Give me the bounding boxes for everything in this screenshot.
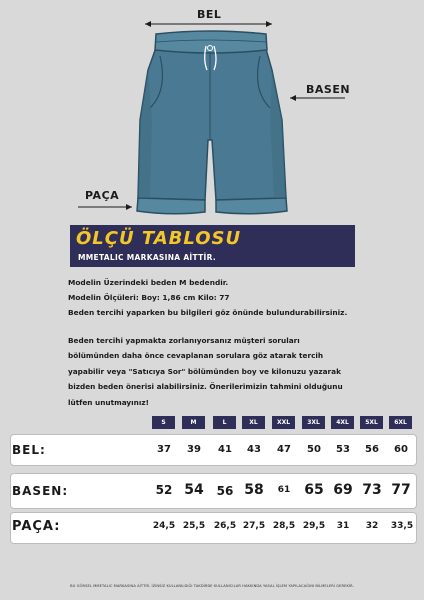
cell-value: 53	[336, 444, 350, 455]
model-advice-line: Beden tercihi yaparken bu bilgileri göz önünde bulundurabilirsiniz.	[68, 308, 348, 317]
cell-value: 73	[362, 482, 382, 498]
basen-label: BASEN	[306, 83, 351, 96]
cell-value: 58	[244, 482, 264, 498]
size-advice-paragraph	[68, 333, 368, 410]
cell-value: 50	[307, 444, 321, 455]
shorts-drawing	[0, 0, 424, 222]
size-header: L	[213, 416, 236, 429]
cell-value: 41	[218, 444, 232, 455]
cell-value: 61	[277, 485, 291, 495]
cell-value: 37	[157, 444, 171, 455]
row-label-paca: PAÇA:	[12, 519, 61, 534]
cell-value: 43	[247, 444, 261, 455]
size-header: 3XL	[302, 416, 325, 429]
paca-label: PAÇA	[85, 189, 120, 202]
model-info	[68, 275, 368, 320]
cell-value: 60	[394, 444, 408, 455]
cell-value: 69	[333, 482, 353, 498]
banner-title: ÖLÇÜ TABLOSU	[76, 228, 242, 249]
paragraph-line: yapabilir veya "Satıcıya Sor" bölümünden boy ve kilonuzu yazarak	[68, 366, 341, 376]
cell-value: 29,5	[302, 521, 326, 531]
size-header: 4XL	[331, 416, 354, 429]
size-header: XXL	[272, 416, 295, 429]
model-size-line: Modelin Üzerindeki beden M bedendir.	[68, 278, 229, 287]
size-header: XL	[242, 416, 265, 429]
cell-value: 25,5	[182, 521, 206, 531]
cell-value: 31	[336, 521, 350, 531]
cell-value: 65	[304, 482, 324, 498]
row-label-bel: BEL:	[12, 443, 46, 457]
cell-value: 47	[277, 444, 291, 455]
shorts-illustration	[0, 0, 424, 222]
cell-value: 24,5	[152, 521, 176, 531]
cell-value: 39	[187, 444, 201, 455]
cell-value: 26,5	[213, 521, 237, 531]
cell-value: 28,5	[272, 521, 296, 531]
paragraph-line: lütfen unutmayınız!	[68, 397, 149, 407]
bel-label: BEL	[197, 8, 222, 21]
cell-value: 52	[155, 483, 173, 497]
cell-value: 56	[365, 444, 379, 455]
size-header: S	[152, 416, 175, 429]
size-header: 6XL	[389, 416, 412, 429]
cell-value: 77	[391, 482, 411, 498]
cell-value: 32	[365, 521, 379, 531]
cell-value: 33,5	[390, 521, 414, 531]
paragraph-line: Beden tercihi yapmakta zorlanıyorsanız müşteri soruları	[68, 336, 300, 345]
size-chart-banner	[70, 225, 355, 267]
cell-value: 56	[216, 484, 234, 498]
cell-value: 54	[184, 482, 204, 498]
model-measurements-line: Modelin Ölçüleri: Boy: 1,86 cm Kilo: 77	[68, 293, 230, 302]
size-header: M	[182, 416, 205, 429]
paragraph-line: bizden beden önerisi alabilirsiniz. Önerilerimizin tahmini olduğunu	[68, 382, 343, 392]
row-label-basen: BASEN:	[12, 484, 69, 498]
paragraph-line: bölümünden daha önce cevaplanan sorulara göz atarak tercih	[68, 351, 324, 361]
cell-value: 27,5	[242, 521, 266, 531]
banner-subtitle: MMETALIC MARKASINA AİTTİR.	[78, 253, 216, 262]
size-header: 5XL	[360, 416, 383, 429]
copyright-footer: BU GÖRSEL MMETALIC MARKASINA AİTTİR. İZİNSİZ KULLANILDIĞI TAKDİRDE KULLANICILAR HAKKINDA YASAL İŞLEM YAPILACAĞINI BİLMELERİ GEREKİR.	[70, 584, 354, 588]
